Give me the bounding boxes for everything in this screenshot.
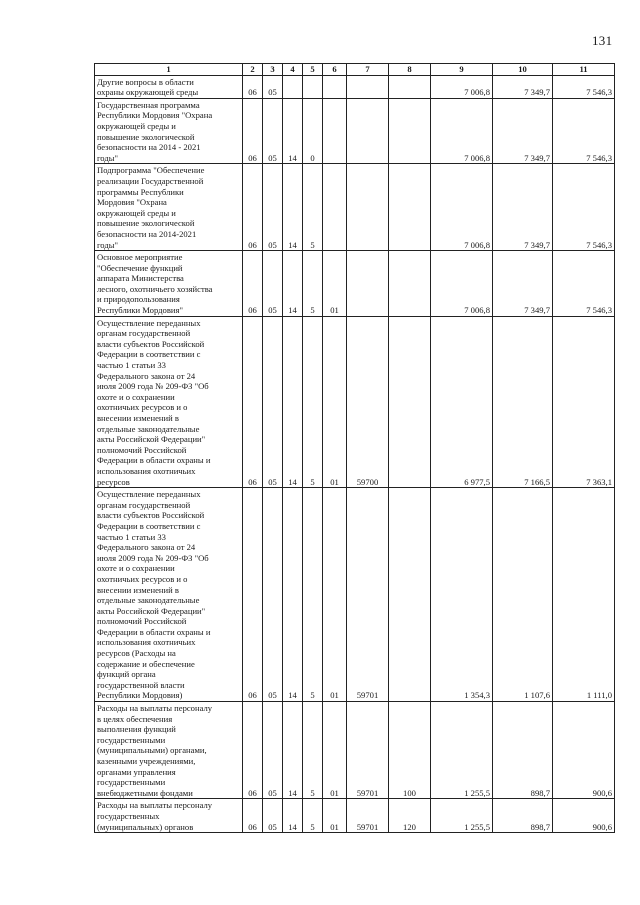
cell-program [283, 75, 303, 98]
header-cell: 11 [553, 64, 615, 76]
row-name: Основное мероприятие "Обеспечение функций аппарата Министерства лесного, охотничьего хозяйства и природопользования Республики Мордовия" [95, 251, 243, 317]
header-cell: 8 [389, 64, 431, 76]
cell-program: 14 [283, 316, 303, 488]
cell-subsection: 05 [263, 164, 283, 251]
cell-subprogram: 5 [303, 251, 323, 317]
page-number: 131 [592, 33, 613, 48]
cell-subprogram: 5 [303, 488, 323, 702]
table-row [95, 702, 615, 799]
table-row [95, 316, 615, 488]
cell-direction [347, 251, 389, 317]
cell-section: 06 [243, 164, 263, 251]
row-name: Осуществление переданных органам государственной власти субъектов Российской Федерации в соответствии с частью 1 статьи 33 Федерального закона от 24 июля 2009 года № 209-ФЗ "Об охоте и о сохранении охотничьих ресурсов и о внесении изменений в отдельные законодательные акты Российской Федерации" полномочий Российской Федерации в области охраны и использования охотничьих ресурсов (Расходы на содержание и обеспечение функций органа государственной власти Республики Мордовия) [95, 488, 243, 702]
cell-section: 06 [243, 98, 263, 164]
cell-subsection: 05 [263, 98, 283, 164]
cell-amount-2: 7 349,7 [493, 164, 553, 251]
cell-expense-type [389, 316, 431, 488]
cell-amount-1: 1 255,5 [431, 702, 493, 799]
cell-expense-type: 120 [389, 799, 431, 833]
cell-section: 06 [243, 316, 263, 488]
table-row [95, 75, 615, 98]
header-cell: 9 [431, 64, 493, 76]
cell-amount-1: 1 354,3 [431, 488, 493, 702]
cell-amount-2: 7 349,7 [493, 98, 553, 164]
header-cell: 10 [493, 64, 553, 76]
cell-section: 06 [243, 799, 263, 833]
budget-table [94, 63, 615, 833]
cell-subsection: 05 [263, 702, 283, 799]
header-cell: 5 [303, 64, 323, 76]
cell-amount-3: 7 546,3 [553, 75, 615, 98]
header-row [95, 64, 615, 76]
cell-program: 14 [283, 164, 303, 251]
cell-program: 14 [283, 98, 303, 164]
cell-measure: 01 [323, 251, 347, 317]
cell-expense-type [389, 75, 431, 98]
cell-amount-1: 7 006,8 [431, 251, 493, 317]
cell-subprogram: 0 [303, 98, 323, 164]
cell-direction [347, 164, 389, 251]
cell-subsection: 05 [263, 251, 283, 317]
cell-amount-3: 900,6 [553, 702, 615, 799]
row-name: Государственная программа Республики Мордовия "Охрана окружающей среды и повышение экологической безопасности на 2014 - 2021 годы" [95, 98, 243, 164]
table-row [95, 251, 615, 317]
cell-program: 14 [283, 488, 303, 702]
cell-direction: 59701 [347, 702, 389, 799]
table-row [95, 488, 615, 702]
cell-amount-3: 1 111,0 [553, 488, 615, 702]
cell-amount-2: 7 349,7 [493, 75, 553, 98]
cell-measure: 01 [323, 488, 347, 702]
table-row [95, 799, 615, 833]
cell-subprogram: 5 [303, 702, 323, 799]
cell-expense-type [389, 251, 431, 317]
header-cell: 4 [283, 64, 303, 76]
row-name: Подпрограмма "Обеспечение реализации Государственной программы Республики Мордовия "Охрана окружающей среды и повышение экологической безопасности на 2014-2021 годы" [95, 164, 243, 251]
cell-subprogram: 5 [303, 316, 323, 488]
cell-amount-1: 1 255,5 [431, 799, 493, 833]
row-name: Расходы на выплаты персоналу государственных (муниципальных) органов [95, 799, 243, 833]
cell-amount-2: 898,7 [493, 702, 553, 799]
cell-amount-3: 7 546,3 [553, 164, 615, 251]
cell-subsection: 05 [263, 488, 283, 702]
cell-amount-3: 7 363,1 [553, 316, 615, 488]
cell-amount-2: 7 349,7 [493, 251, 553, 317]
cell-expense-type: 100 [389, 702, 431, 799]
cell-program: 14 [283, 799, 303, 833]
cell-measure: 01 [323, 316, 347, 488]
cell-expense-type [389, 488, 431, 702]
cell-section: 06 [243, 251, 263, 317]
header-cell: 7 [347, 64, 389, 76]
cell-amount-2: 7 166,5 [493, 316, 553, 488]
cell-amount-2: 1 107,6 [493, 488, 553, 702]
cell-subsection: 05 [263, 316, 283, 488]
cell-section: 06 [243, 488, 263, 702]
cell-measure: 01 [323, 799, 347, 833]
cell-direction: 59701 [347, 488, 389, 702]
cell-program: 14 [283, 702, 303, 799]
cell-subprogram: 5 [303, 799, 323, 833]
cell-expense-type [389, 98, 431, 164]
cell-amount-2: 898,7 [493, 799, 553, 833]
header-cell: 3 [263, 64, 283, 76]
cell-amount-1: 7 006,8 [431, 164, 493, 251]
cell-amount-1: 7 006,8 [431, 75, 493, 98]
cell-program: 14 [283, 251, 303, 317]
cell-amount-3: 900,6 [553, 799, 615, 833]
row-name: Осуществление переданных органам государственной власти субъектов Российской Федерации в соответствии с частью 1 статьи 33 Федерального закона от 24 июля 2009 года № 209-ФЗ "Об охоте и о сохранении охотничьих ресурсов и о внесении изменений в отдельные законодательные акты Российской Федерации" полномочий Российской Федерации в области охраны и использования охотничьих ресурсов [95, 316, 243, 488]
table-row [95, 164, 615, 251]
row-name: Расходы на выплаты персоналу в целях обеспечения выполнения функций государственными (муниципальными) органами, казенными учреждениями, органами управления государственными внебюджетными фондами [95, 702, 243, 799]
cell-section: 06 [243, 702, 263, 799]
cell-direction [347, 75, 389, 98]
cell-direction: 59701 [347, 799, 389, 833]
cell-measure [323, 75, 347, 98]
cell-subsection: 05 [263, 75, 283, 98]
cell-measure: 01 [323, 702, 347, 799]
cell-direction: 59700 [347, 316, 389, 488]
cell-measure [323, 98, 347, 164]
header-cell: 6 [323, 64, 347, 76]
cell-expense-type [389, 164, 431, 251]
cell-amount-3: 7 546,3 [553, 251, 615, 317]
cell-amount-1: 7 006,8 [431, 98, 493, 164]
cell-section: 06 [243, 75, 263, 98]
row-name: Другие вопросы в области охраны окружающей среды [95, 75, 243, 98]
header-cell: 2 [243, 64, 263, 76]
cell-amount-1: 6 977,5 [431, 316, 493, 488]
cell-measure [323, 164, 347, 251]
cell-direction [347, 98, 389, 164]
cell-subsection: 05 [263, 799, 283, 833]
header-cell: 1 [95, 64, 243, 76]
table-row [95, 98, 615, 164]
cell-subprogram [303, 75, 323, 98]
cell-amount-3: 7 546,3 [553, 98, 615, 164]
cell-subprogram: 5 [303, 164, 323, 251]
